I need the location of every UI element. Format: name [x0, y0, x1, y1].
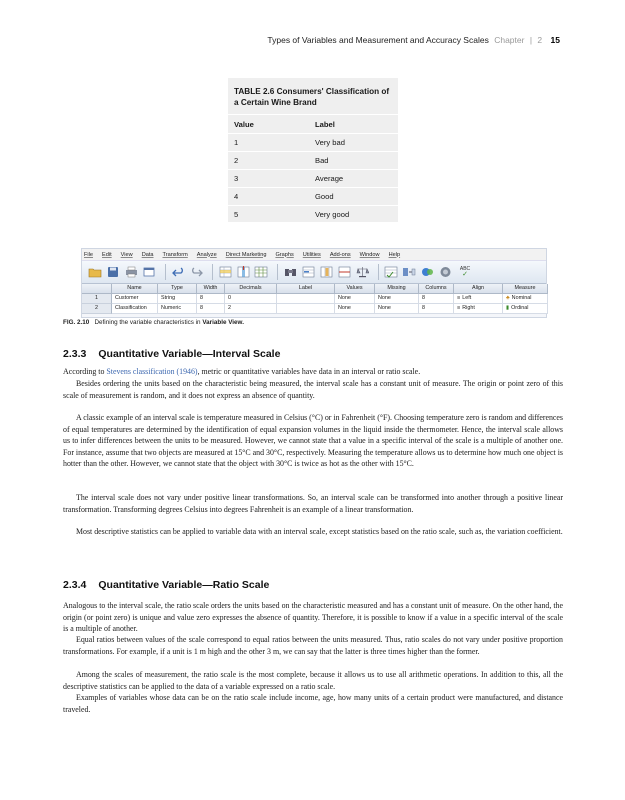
figure-caption [63, 319, 244, 326]
paragraph-text: , metric or quantitative variables have data in an interval or ratio scale. [197, 367, 421, 376]
cell-values[interactable]: None [335, 294, 375, 304]
find-icon[interactable] [283, 265, 297, 279]
menu-edit[interactable]: Edit [102, 251, 112, 258]
cell-width[interactable]: 8 [197, 294, 225, 304]
menu-window[interactable]: Window [359, 251, 380, 258]
table-2-6 [228, 78, 398, 222]
table-row [228, 206, 398, 223]
table-header-label: Label [315, 120, 335, 129]
cell-name[interactable]: Customer [112, 294, 158, 304]
toolbar-separator [277, 264, 278, 280]
table-row [228, 170, 398, 188]
use-sets-icon[interactable] [420, 265, 434, 279]
paragraph: Among the scales of measurement, the ratio scale is the most complete, because it allows us to use all arithmetic operations. In addition to this, all the descriptive statistics can be applied to the data of a variable expressed on a ratio scale. [63, 670, 563, 691]
cell-values[interactable]: None [335, 304, 375, 314]
row-number[interactable]: 1 [82, 294, 112, 304]
variable-view-grid [82, 284, 546, 314]
paragraph: Equal ratios between values of the scale correspond to equal ratios between the units measured. Thus, ratio scales do not vary under positive proportion transformations. For example, if a unit is 1 m high and the other 3 m, we can say that the latter is three times higher than the former. [63, 635, 563, 656]
table-cell-label: Bad [315, 156, 329, 165]
paragraph: Besides ordering the units based on the characteristic being measured, the interval scale has a constant unit of measure. The origin or point zero of this scale of measurement is random, and it does not express an absence of quantity. [63, 379, 563, 400]
toolbar-separator [212, 264, 213, 280]
paragraph-text: According to [63, 367, 107, 376]
menu-add-ons[interactable]: Add-ons [329, 251, 351, 258]
menu-help[interactable]: Help [388, 251, 401, 258]
figure-caption-text: Defining the variable characteristics in [94, 319, 201, 326]
undo-icon[interactable] [171, 265, 185, 279]
column-header-name[interactable]: Name [112, 284, 158, 294]
cell-measure[interactable] [503, 294, 548, 304]
running-title: Types of Variables and Measurement and Accuracy Scales [267, 35, 489, 45]
goto-variable-icon[interactable] [236, 265, 250, 279]
show-all-variables-icon[interactable] [438, 265, 452, 279]
section-heading-2-3-4 [63, 579, 269, 591]
grid-corner [82, 284, 112, 294]
toolbar-separator [165, 264, 166, 280]
cell-measure-text: Ordinal [511, 305, 529, 311]
table-cell-label: Good [315, 192, 334, 201]
cell-align[interactable] [454, 294, 503, 304]
figure-label: FIG. 2.10 [63, 319, 90, 326]
table-row [228, 188, 398, 206]
menu-data[interactable]: Data [141, 251, 154, 258]
select-cases-icon[interactable] [384, 265, 398, 279]
cell-decimals[interactable]: 0 [225, 294, 277, 304]
running-header [0, 35, 560, 45]
paragraph: Examples of variables whose data can be on the ratio scale include income, age, how many units of a certain product were manufactured, and distance traveled. [63, 693, 563, 714]
column-header-measure[interactable]: Measure [503, 284, 548, 294]
figure-caption-emphasis: Variable View. [202, 319, 244, 326]
table-header-value: Value [234, 120, 254, 129]
cell-type[interactable]: Numeric [158, 304, 197, 314]
paragraph: The interval scale does not vary under positive linear transformations. So, an interval scale can be transformed into another through a positive linear transformation. Transforming degrees Celsius into degrees Fahrenheit is an example of a linear transformation. [63, 493, 563, 514]
save-icon[interactable] [106, 265, 120, 279]
table-cell-value: 4 [234, 192, 239, 201]
column-header-decimals[interactable]: Decimals [225, 284, 277, 294]
spell-check-icon[interactable]: ABC ✓ [459, 266, 471, 278]
table-cell-value: 5 [234, 210, 239, 219]
ordinal-icon: ▮ [506, 305, 510, 311]
menu-transform[interactable]: Transform [162, 251, 188, 258]
cell-columns[interactable]: 8 [419, 304, 454, 314]
cell-missing[interactable]: None [375, 304, 419, 314]
paragraph [63, 366, 563, 378]
row-number[interactable]: 2 [82, 304, 112, 314]
redo-icon[interactable] [189, 265, 203, 279]
spss-toolbar [82, 261, 546, 284]
column-header-values[interactable]: Values [335, 284, 375, 294]
menu-direct-marketing[interactable]: Direct Marketing [225, 251, 267, 258]
section-title: Quantitative Variable—Interval Scale [98, 348, 281, 360]
menu-view[interactable]: View [120, 251, 133, 258]
toolbar-separator [378, 264, 379, 280]
column-header-width[interactable]: Width [197, 284, 225, 294]
cell-align-text: Left [462, 295, 472, 301]
cell-type[interactable]: String [158, 294, 197, 304]
spss-menubar [82, 249, 546, 261]
cell-label[interactable] [277, 304, 335, 314]
column-header-label[interactable]: Label [277, 284, 335, 294]
section-number: 2.3.3 [63, 348, 87, 360]
section-heading-2-3-3 [63, 348, 280, 360]
weight-cases-icon[interactable] [355, 265, 369, 279]
open-folder-icon[interactable] [88, 265, 102, 279]
table-caption: TABLE 2.6 Consumers' Classification of a Certain Wine Brand [228, 78, 398, 115]
variables-icon[interactable] [254, 265, 268, 279]
cell-width[interactable]: 8 [197, 304, 225, 314]
align-left-icon: ≡ [457, 295, 461, 301]
section-title: Quantitative Variable—Ratio Scale [98, 579, 270, 591]
menu-analyze[interactable]: Analyze [196, 251, 217, 258]
menu-file[interactable]: File [84, 251, 94, 258]
table-cell-value: 2 [234, 156, 239, 165]
goto-case-icon[interactable] [218, 265, 232, 279]
column-header-type[interactable]: Type [158, 284, 197, 294]
header-separator: | [529, 35, 533, 45]
column-header-columns[interactable]: Columns [419, 284, 454, 294]
chapter-label: Chapter [494, 35, 525, 45]
citation-link[interactable]: Stevens classification (1946) [106, 367, 198, 376]
insert-cases-icon[interactable] [301, 265, 315, 279]
table-cell-value: 1 [234, 138, 239, 147]
cell-label[interactable] [277, 294, 335, 304]
cell-decimals[interactable]: 2 [225, 304, 277, 314]
cell-align[interactable] [454, 304, 503, 314]
table-row [228, 152, 398, 170]
align-right-icon: ≡ [457, 305, 461, 311]
table-cell-label: Average [315, 174, 344, 183]
menu-graphs[interactable]: Graphs [275, 251, 294, 258]
table-cell-label: Very good [315, 210, 350, 219]
insert-variable-icon[interactable] [319, 265, 333, 279]
menu-utilities[interactable]: Utilities [302, 251, 321, 258]
cell-align-text: Right [462, 305, 475, 311]
print-icon[interactable] [124, 265, 138, 279]
value-labels-icon[interactable] [402, 265, 416, 279]
table-cell-value: 3 [234, 174, 239, 183]
spell-check-label: ABC [459, 266, 471, 272]
column-header-align[interactable]: Align [454, 284, 503, 294]
table-row [228, 134, 398, 152]
split-file-icon[interactable] [337, 265, 351, 279]
paragraph: Analogous to the interval scale, the ratio scale orders the units based on the characteristic measured and has a constant unit of measure. On the other hand, the origin (or point zero) is unique and value zero expresses the absence of quantity. Therefore, it is possible to know if a value in a specific interval of the scale is a multiple of another. [63, 601, 563, 633]
dialog-recall-icon[interactable] [142, 265, 156, 279]
table-cell-label: Very bad [315, 138, 345, 147]
spss-variable-view-screenshot [81, 248, 547, 318]
nominal-icon: ♣ [506, 295, 510, 301]
cell-missing[interactable]: None [375, 294, 419, 304]
paragraph: Most descriptive statistics can be applied to variable data with an interval scale, except statistics based on the ratio scale, such as, the variation coefficient. [76, 527, 563, 536]
table-header-row [228, 115, 398, 134]
column-header-missing[interactable]: Missing [375, 284, 419, 294]
chapter-number: 2 [537, 35, 543, 45]
cell-measure[interactable] [503, 304, 548, 314]
page-number: 15 [550, 35, 560, 45]
cell-columns[interactable]: 8 [419, 294, 454, 304]
paragraph: A classic example of an interval scale is temperature measured in Celsius (°C) or in Fahrenheit (°F). Choosing temperature zero is random and differences of equal temperatures are determined by the identification of equal expansion volumes in the liquid inside the thermometer. Hence, the interval scale allows us to infer differences between the units to be measured. However, we cannot state that a value in a specific interval of the scale is a multiple of another one. For instance, assume that two objects are measured at 15°C and 30°C, respectively. Measuring the temperature allows us to determine how much one object is hotter than the other. However, we cannot state that the object with 30°C is twice as hot as the other with 15°C. [63, 413, 563, 468]
section-number: 2.3.4 [63, 579, 87, 591]
cell-measure-text: Nominal [511, 295, 532, 301]
cell-name[interactable]: Classification [112, 304, 158, 314]
